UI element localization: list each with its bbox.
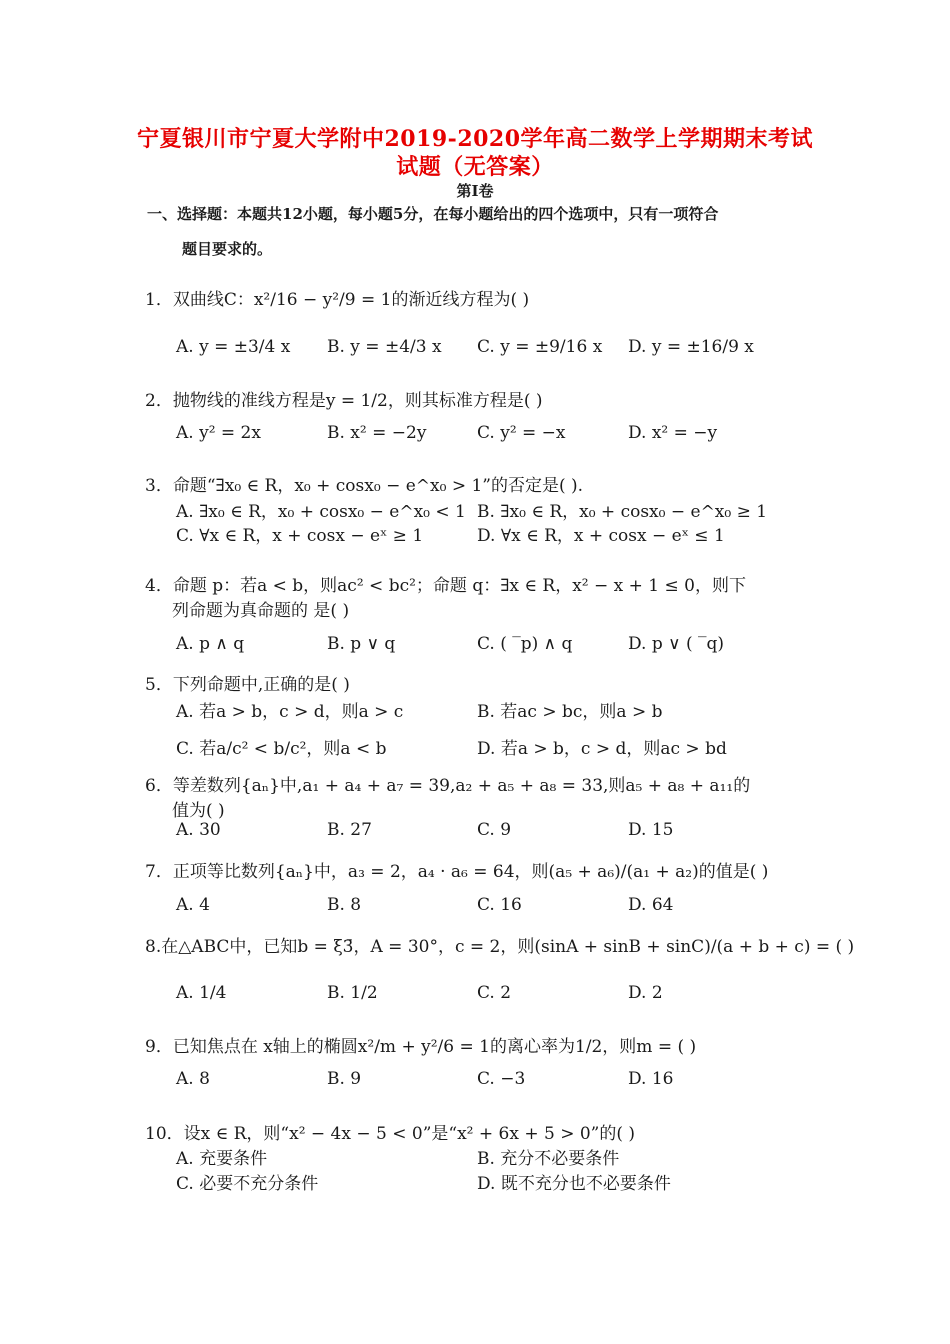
question-5-option-c: C. 若a/c² < b/c²，则a < b bbox=[176, 739, 387, 759]
question-5-stem: 5．下列命题中,正确的是( ) bbox=[145, 675, 350, 695]
question-3-option-d: D. ∀x ∈ R，x + cosx − eˣ ≤ 1 bbox=[477, 526, 725, 546]
question-2-option-b: B. x² = −2y bbox=[327, 423, 427, 443]
question-9-option-d: D. 16 bbox=[628, 1069, 674, 1089]
question-6-option-c: C. 9 bbox=[477, 820, 512, 840]
question-8-option-a: A. 1/4 bbox=[176, 983, 227, 1003]
question-4-option-b: B. p ∨ q bbox=[327, 634, 396, 654]
question-1-option-c: C. y = ±9/16 x bbox=[477, 337, 603, 357]
question-4-option-c: C. ( ‾p) ∧ q bbox=[477, 634, 573, 654]
question-10-option-a: A. 充要条件 bbox=[176, 1149, 268, 1169]
question-4-stem-cont: 列命题为真命题的 是( ) bbox=[172, 601, 350, 621]
question-9-option-c: C. −3 bbox=[477, 1069, 526, 1089]
question-8-option-d: D. 2 bbox=[628, 983, 663, 1003]
question-5-option-b: B. 若ac > bc，则a > b bbox=[477, 702, 663, 722]
question-8-stem: 8.在△ABC中，已知b = ξ3̄，A = 30°，c = 2，则(sinA + sinB + sinC)/(a + b + c) = ( ) bbox=[145, 937, 855, 957]
section-instructions-cont: 题目要求的。 bbox=[182, 240, 273, 258]
section-instructions: 一、选择题：本题共12小题，每小题5分，在每小题给出的四个选项中，只有一项符合 bbox=[147, 205, 719, 223]
question-10-option-b: B. 充分不必要条件 bbox=[477, 1149, 620, 1169]
volume-heading: 第Ⅰ卷 bbox=[456, 182, 494, 200]
question-3-option-c: C. ∀x ∈ R，x + cosx − eˣ ≥ 1 bbox=[176, 526, 424, 546]
question-6-option-d: D. 15 bbox=[628, 820, 674, 840]
question-7-option-a: A. 4 bbox=[176, 895, 210, 915]
question-1-stem: 1．双曲线C：x²/16 − y²/9 = 1的渐近线方程为( ) bbox=[145, 290, 530, 310]
question-1-option-b: B. y = ±4/3 x bbox=[327, 337, 442, 357]
question-10-stem: 10．设x ∈ R，则“x² − 4x − 5 < 0”是“x² + 6x + 5 > 0”的( ) bbox=[145, 1124, 636, 1144]
question-5-option-a: A. 若a > b，c > d，则a > c bbox=[176, 702, 404, 722]
question-10-option-d: D. 既不充分也不必要条件 bbox=[477, 1174, 671, 1194]
question-1-option-d: D. y = ±16/9 x bbox=[628, 337, 754, 357]
question-8-option-b: B. 1/2 bbox=[327, 983, 378, 1003]
question-4-option-a: A. p ∧ q bbox=[176, 634, 245, 654]
question-9-stem: 9．已知焦点在 x轴上的椭圆x²/m + y²/6 = 1的离心率为1/2，则m = ( ) bbox=[145, 1037, 697, 1057]
question-9-option-b: B. 9 bbox=[327, 1069, 362, 1089]
question-10-option-c: C. 必要不充分条件 bbox=[176, 1174, 319, 1194]
question-7-option-b: B. 8 bbox=[327, 895, 362, 915]
question-2-option-c: C. y² = −x bbox=[477, 423, 566, 443]
question-1-option-a: A. y = ±3/4 x bbox=[176, 337, 291, 357]
question-9-option-a: A. 8 bbox=[176, 1069, 210, 1089]
question-7-stem: 7．正项等比数列{aₙ}中，a₃ = 2，a₄ · a₆ = 64，则(a₅ + a₆)/(a₁ + a₂)的值是( ) bbox=[145, 862, 769, 882]
question-3-stem: 3．命题“∃x₀ ∈ R，x₀ + cosx₀ − e^x₀ > 1”的否定是( ). bbox=[145, 476, 584, 496]
question-5-option-d: D. 若a > b，c > d，则ac > bd bbox=[477, 739, 727, 759]
question-7-option-d: D. 64 bbox=[628, 895, 674, 915]
question-6-stem: 6．等差数列{aₙ}中,a₁ + a₄ + a₇ = 39,a₂ + a₅ + a₈ = 33,则a₅ + a₈ + a₁₁的 bbox=[145, 776, 751, 796]
document-title-line2: 试题（无答案） bbox=[396, 154, 554, 180]
question-6-option-b: B. 27 bbox=[327, 820, 372, 840]
question-8-option-c: C. 2 bbox=[477, 983, 512, 1003]
document-title-line1: 宁夏银川市宁夏大学附中2019-2020学年高二数学上学期期末考试 bbox=[136, 126, 814, 152]
question-4-option-d: D. p ∨ ( ‾q) bbox=[628, 634, 725, 654]
question-2-option-d: D. x² = −y bbox=[628, 423, 718, 443]
question-6-option-a: A. 30 bbox=[176, 820, 221, 840]
question-4-stem: 4．命题 p：若a < b，则ac² < bc²；命题 q：∃x ∈ R，x² − x + 1 ≤ 0，则下 bbox=[145, 576, 746, 596]
question-3-option-b: B. ∃x₀ ∈ R，x₀ + cosx₀ − e^x₀ ≥ 1 bbox=[477, 502, 768, 522]
question-2-stem: 2．抛物线的准线方程是y = 1/2，则其标准方程是( ) bbox=[145, 391, 543, 411]
question-2-option-a: A. y² = 2x bbox=[176, 423, 261, 443]
question-3-option-a: A. ∃x₀ ∈ R，x₀ + cosx₀ − e^x₀ < 1 bbox=[176, 502, 466, 522]
question-7-option-c: C. 16 bbox=[477, 895, 522, 915]
question-6-stem-cont: 值为( ) bbox=[172, 801, 225, 821]
